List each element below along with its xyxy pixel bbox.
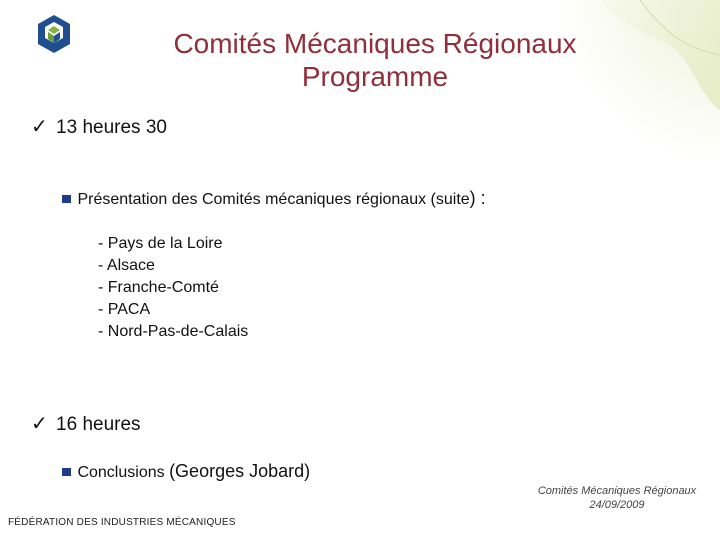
square-bullet-icon: [62, 468, 71, 476]
schedule-time-label: 13 heures 30: [56, 117, 167, 138]
agenda-bullet-text: Conclusions: [77, 464, 170, 481]
list-item: - Alsace: [98, 257, 155, 274]
footer-date: 24/09/2009: [589, 499, 645, 511]
schedule-time-heading: [31, 115, 167, 139]
footer-event-name: Comités Mécaniques Régionaux: [537, 485, 697, 497]
schedule-time-heading: [31, 412, 141, 436]
title-line-2: Programme: [301, 60, 449, 92]
checkmark-icon: ✓: [31, 114, 48, 138]
list-item: - Franche-Comté: [98, 279, 219, 296]
agenda-bullet-text-suffix: (Georges Jobard): [169, 461, 311, 481]
agenda-bullet: [62, 461, 310, 483]
hexagon-logo: [36, 14, 72, 54]
footer-event-info: [510, 484, 720, 512]
page-title: [100, 27, 650, 93]
footer-organization: FÉDÉRATION DES INDUSTRIES MÉCANIQUES: [8, 517, 236, 528]
agenda-bullet-text: Présentation des Comités mécaniques régionaux (suite: [77, 191, 470, 208]
region-list: [98, 233, 248, 343]
square-bullet-icon: [62, 195, 71, 203]
checkmark-icon: ✓: [31, 411, 48, 435]
agenda-bullet-text-suffix: ) :: [469, 188, 486, 208]
title-line-1: Comités Mécaniques Régionaux: [173, 27, 577, 59]
agenda-bullet: [62, 188, 486, 210]
schedule-time-label: 16 heures: [56, 414, 141, 435]
list-item: - Pays de la Loire: [98, 235, 223, 252]
list-item: - PACA: [98, 301, 151, 318]
list-item: - Nord-Pas-de-Calais: [98, 323, 249, 340]
